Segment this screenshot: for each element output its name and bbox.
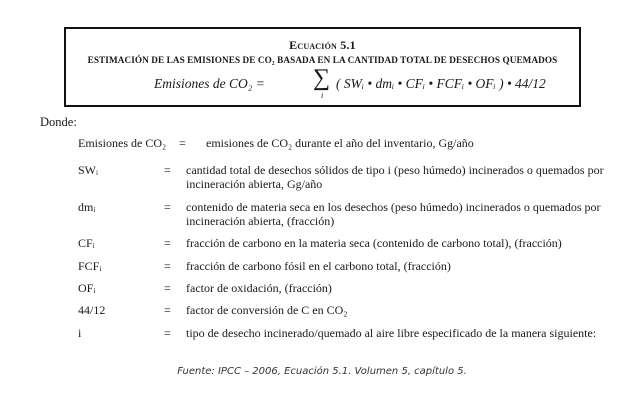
definition-equals: = xyxy=(164,163,171,177)
definition-term: CFᵢ xyxy=(78,236,95,250)
definition-description: contenido de materia seca en los desechos (peso húmedo) incinerados o quemados por incineración abierta, (fracción) xyxy=(186,200,601,228)
equation-box xyxy=(64,27,581,107)
equation-rhs: ( SWᵢ • dmᵢ • CFᵢ • FCFᵢ • OFᵢ ) • 44/12 xyxy=(336,76,546,91)
definition-description: emisiones de CO₂ durante el año del inventario, Gg/año xyxy=(206,136,474,150)
equation-formula xyxy=(66,65,579,101)
source-caption: Fuente: IPCC – 2006, Ecuación 5.1. Volumen 5, capítulo 5. xyxy=(177,366,467,377)
definition-term: dmᵢ xyxy=(78,200,96,214)
definition-term: i xyxy=(78,326,82,340)
definition-description: fracción de carbono fósil en el carbono total, (fracción) xyxy=(186,259,451,273)
definition-term: Emisiones de CO₂ xyxy=(78,136,167,150)
definition-term: SWᵢ xyxy=(78,163,98,177)
definition-description: fracción de carbono en la materia seca (contenido de carbono total), (fracción) xyxy=(186,236,562,250)
summation-index: i xyxy=(321,91,324,100)
equation-title: ESTIMACIÓN DE LAS EMISIONES DE CO₂ BASADA EN LA CANTIDAD TOTAL DE DESECHOS QUEMADOS xyxy=(87,55,558,65)
definition-description: factor de oxidación, (fracción) xyxy=(186,281,332,295)
definition-description: factor de conversión de C en CO₂ xyxy=(186,303,348,317)
definition-term: OFᵢ xyxy=(78,281,96,295)
definition-equals: = xyxy=(164,326,171,340)
definition-equals: = xyxy=(164,303,171,317)
definition-equals: = xyxy=(164,200,171,214)
definition-term: FCFᵢ xyxy=(78,259,102,273)
definition-equals: = xyxy=(164,281,171,295)
definition-description: tipo de desecho incinerado/quemado al aire libre especificado de la manera siguiente: xyxy=(186,326,597,340)
definition-equals: = xyxy=(179,136,186,150)
summation-symbol: ∑ xyxy=(313,65,331,91)
equation-label: Ecuación 5.1 xyxy=(289,38,356,52)
definition-term: 44/12 xyxy=(78,303,106,317)
donde-label: Donde: xyxy=(40,115,77,129)
definition-description: cantidad total de desechos sólidos de tipo i (peso húmedo) incinerados o quemados por incineración abierta, Gg/año xyxy=(186,163,604,191)
definition-equals: = xyxy=(164,259,171,273)
equation-lhs: Emisiones de CO₂ = xyxy=(154,76,265,91)
definition-equals: = xyxy=(164,236,171,250)
